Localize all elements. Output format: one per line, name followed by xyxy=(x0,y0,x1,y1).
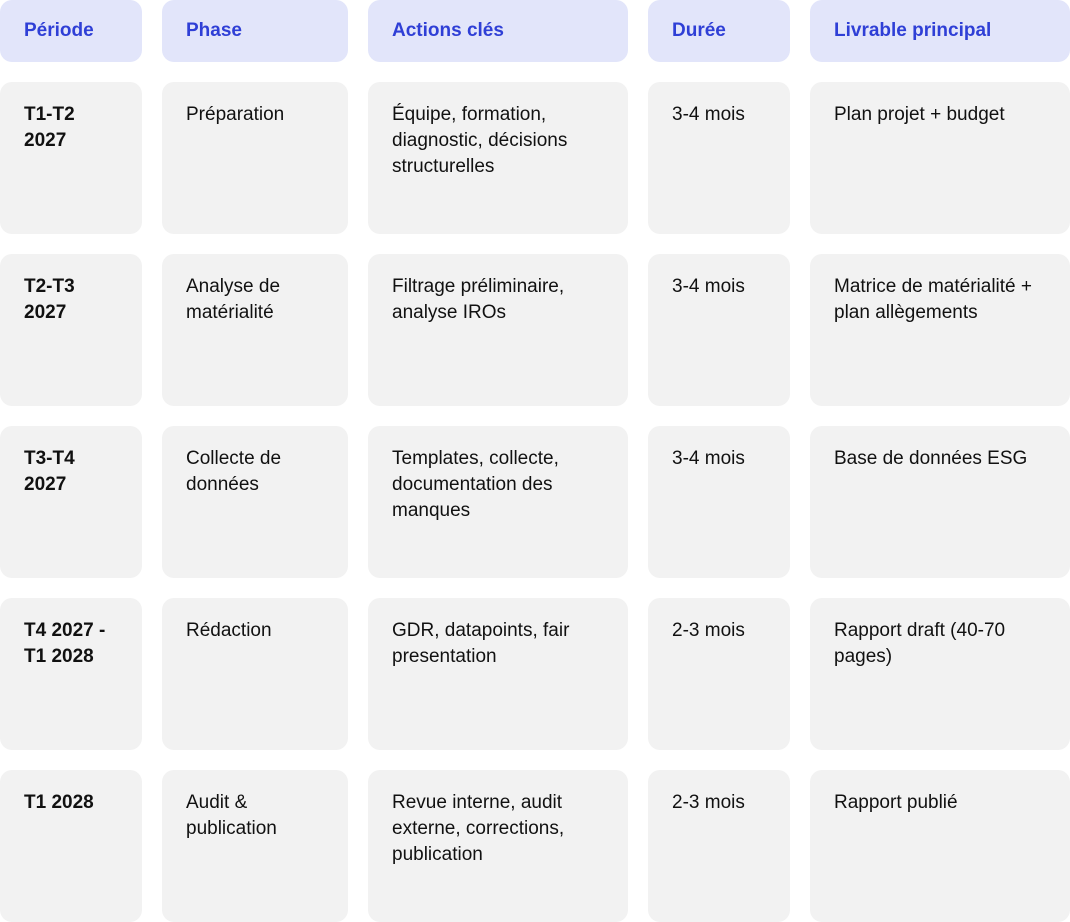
row-1-actions: Équipe, formation, diagnostic, décisions structurelles xyxy=(368,82,628,234)
row-1-periode: T1-T2 2027 xyxy=(0,82,142,234)
row-2-periode: T2-T3 2027 xyxy=(0,254,142,406)
row-2-livrable: Matrice de matérialité + plan allègements xyxy=(810,254,1070,406)
row-4-actions: GDR, datapoints, fair presentation xyxy=(368,598,628,750)
header-actions-cles: Actions clés xyxy=(368,0,628,62)
row-1-duree: 3-4 mois xyxy=(648,82,790,234)
row-3-actions: Templates, collecte, documentation des manques xyxy=(368,426,628,578)
row-4-livrable: Rapport draft (40-70 pages) xyxy=(810,598,1070,750)
header-periode: Période xyxy=(0,0,142,62)
row-1-livrable: Plan projet + budget xyxy=(810,82,1070,234)
row-5-duree: 2-3 mois xyxy=(648,770,790,922)
row-3-periode: T3-T4 2027 xyxy=(0,426,142,578)
row-5-phase: Audit & publication xyxy=(162,770,348,922)
header-duree: Durée xyxy=(648,0,790,62)
header-livrable-principal: Livrable principal xyxy=(810,0,1070,62)
row-3-phase: Collecte de données xyxy=(162,426,348,578)
row-2-actions: Filtrage préliminaire, analyse IROs xyxy=(368,254,628,406)
row-3-duree: 3-4 mois xyxy=(648,426,790,578)
header-phase: Phase xyxy=(162,0,348,62)
row-4-phase: Rédaction xyxy=(162,598,348,750)
row-5-livrable: Rapport publié xyxy=(810,770,1070,922)
row-4-periode: T4 2027 - T1 2028 xyxy=(0,598,142,750)
row-3-livrable: Base de données ESG xyxy=(810,426,1070,578)
row-2-duree: 3-4 mois xyxy=(648,254,790,406)
row-4-duree: 2-3 mois xyxy=(648,598,790,750)
row-5-periode: T1 2028 xyxy=(0,770,142,922)
row-1-phase: Préparation xyxy=(162,82,348,234)
row-2-phase: Analyse de matérialité xyxy=(162,254,348,406)
row-5-actions: Revue interne, audit externe, corrections, publication xyxy=(368,770,628,922)
